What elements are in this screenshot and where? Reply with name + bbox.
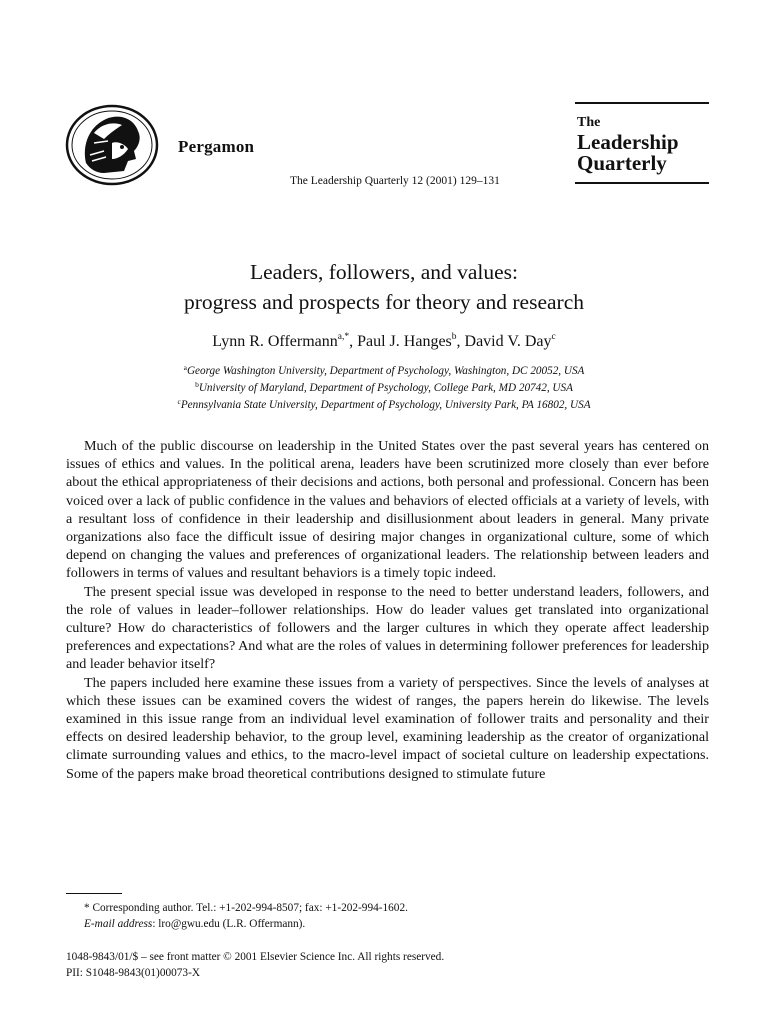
affil-text: University of Maryland, Department of Psychology, College Park, MD 20742, USA (198, 382, 573, 394)
affil-text: Pennsylvania State University, Department of Psychology, University Park, PA 16802, USA (180, 399, 591, 411)
author-name: Lynn R. Offermann (212, 333, 338, 350)
pii-line: PII: S1048-9843(01)00073-X (66, 967, 200, 979)
affil-mark: a (183, 363, 187, 372)
journal-brand-rule-bottom (575, 182, 709, 184)
publisher-logo (64, 103, 160, 187)
body-paragraph: The papers included here examine these issues from a variety of perspectives. Since the levels of analyses at which these issues can be examined covers the widest of ranges, the papers herein do likewise. The levels examined in this issue range from an individual level examination of follower traits and personality and their effects on desired leadership behavior, to the group level, examining leadership as the creator of organizational climate surrounding values and ethics, to the macro-level impact of societal culture on leadership expectations. Some of the papers make broad theoretical contributions designed to stimulate future (66, 674, 709, 782)
affiliation-list (0, 363, 768, 414)
corresponding-author-note: * Corresponding author. Tel.: +1-202-994-8507; fax: +1-202-994-1602. (84, 902, 408, 914)
footnotes (84, 900, 408, 932)
journal-brand-line1: Leadership (577, 130, 679, 154)
author-name: Paul J. Hanges (357, 333, 452, 350)
copyright-line: 1048-9843/01/$ – see front matter © 2001 Elsevier Science Inc. All rights reserved. (66, 951, 445, 963)
article-title-line2: progress and prospects for theory and research (184, 290, 584, 314)
email-label: E-mail address (84, 918, 153, 930)
publisher-name: Pergamon (178, 137, 255, 156)
author-name: David V. Day (464, 333, 552, 350)
affil-mark: c (177, 397, 181, 406)
body-paragraph: Much of the public discourse on leadership in the United States over the past several years has centered on issues of ethics and values. In the political arena, leaders have been scrutinized more closely than ever before about the ethical appropriateness of their decisions and actions, both personal and professional. Concern has been voiced over a lack of public confidence in the values and behaviors of elected officials at a variety of levels, with a resultant loss of confidence in their leadership and disillusionment about leaders in general. Many private organizations also face the difficult issue of desiring major changes in organizational culture, some of which depend on changing the values and preferences of organizational leaders. The relationship between leaders and followers in terms of values and resultant behaviors is a timely topic indeed. (66, 438, 709, 582)
email-note (84, 916, 408, 932)
journal-brand-rule-top (575, 102, 709, 104)
author-separator: , (349, 333, 358, 350)
affiliation-line (0, 363, 768, 380)
author-list (0, 333, 768, 351)
affil-mark: b (195, 380, 199, 389)
footnote-rule (66, 893, 122, 894)
author-affil-mark: c (551, 332, 556, 342)
copyright-block (66, 949, 444, 981)
body-paragraph: The present special issue was developed in response to the need to better understand leaders, followers, and the role of values in leader–follower relationships. How do leader values get translated into organizational culture? How do characteristics of followers and the larger cultures in which they operate affect leadership preferences and expectations? And what are the roles of values in determining follower preferences for leadership and leader behavior itself? (66, 583, 709, 673)
journal-citation: The Leadership Quarterly 12 (2001) 129–131 (290, 175, 500, 187)
affiliation-line (0, 397, 768, 414)
journal-brand (577, 114, 679, 174)
affiliation-line (0, 380, 768, 397)
journal-brand-line2: Quarterly (577, 151, 667, 175)
affil-text: George Washington University, Department of Psychology, Washington, DC 20052, USA (186, 365, 585, 377)
journal-brand-the: The (577, 115, 601, 130)
email-value: : lro@gwu.edu (L.R. Offermann). (152, 918, 306, 930)
author-separator: , (456, 333, 465, 350)
article-body (66, 437, 709, 783)
article-title-line1: Leaders, followers, and values: (249, 260, 519, 284)
author-affil-mark: b (451, 332, 457, 342)
author-affil-mark: a,* (337, 332, 350, 342)
